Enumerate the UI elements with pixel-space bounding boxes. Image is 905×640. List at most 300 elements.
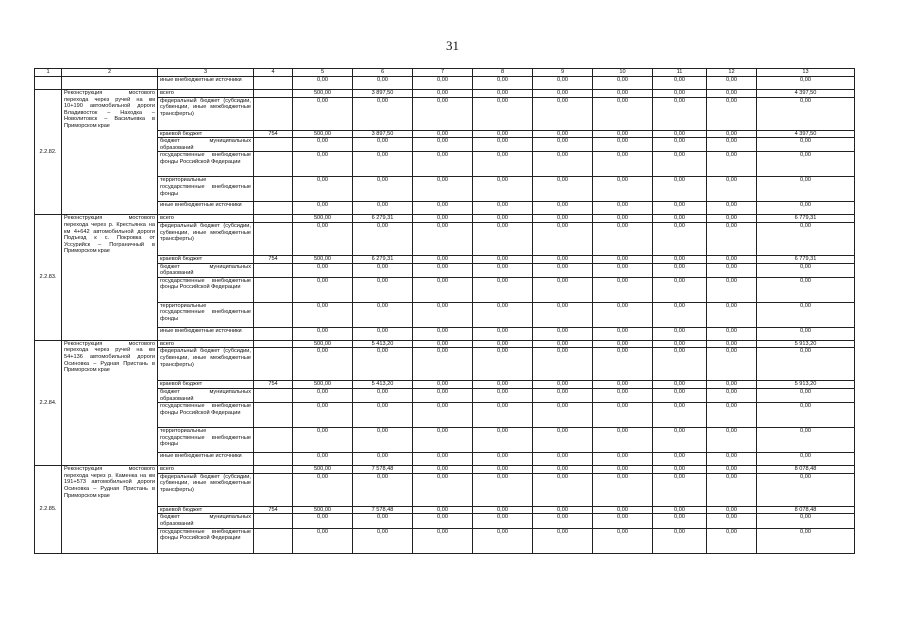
- amount-cell: 0,00: [473, 97, 533, 130]
- amount-cell: 5 913,20: [757, 340, 855, 348]
- amount-cell: 0,00: [707, 97, 757, 130]
- amount-cell: 0,00: [593, 222, 653, 255]
- amount-cell: 0,00: [707, 77, 757, 90]
- amount-cell: 0,00: [757, 453, 855, 466]
- amount-cell: 0,00: [707, 506, 757, 514]
- grs-code-cell: [254, 138, 293, 152]
- funding-source-cell: территориальные государственные внебюджетные фонды: [158, 302, 254, 327]
- table-row: [35, 388, 855, 402]
- amount-cell: 3 897,50: [353, 90, 413, 98]
- grs-code-cell: [254, 453, 293, 466]
- amount-cell: 3 897,50: [353, 130, 413, 138]
- amount-cell: 0,00: [653, 466, 707, 474]
- grs-code-cell: [254, 202, 293, 215]
- amount-cell: 0,00: [293, 348, 353, 381]
- grs-code-cell: [254, 466, 293, 474]
- header-cell-9: 9: [533, 69, 593, 77]
- grs-code-cell: [254, 90, 293, 98]
- amount-cell: 0,00: [413, 348, 473, 381]
- amount-cell: 0,00: [533, 514, 593, 528]
- amount-cell: 0,00: [653, 138, 707, 152]
- amount-cell: 0,00: [757, 528, 855, 553]
- amount-cell: 0,00: [757, 152, 855, 177]
- amount-cell: 0,00: [353, 97, 413, 130]
- amount-cell: 0,00: [593, 277, 653, 302]
- amount-cell: 0,00: [593, 453, 653, 466]
- amount-cell: 0,00: [413, 90, 473, 98]
- amount-cell: 0,00: [653, 97, 707, 130]
- funding-source-cell: всего: [158, 90, 254, 98]
- amount-cell: 0,00: [653, 222, 707, 255]
- amount-cell: 0,00: [707, 466, 757, 474]
- amount-cell: 0,00: [353, 528, 413, 553]
- amount-cell: 0,00: [533, 130, 593, 138]
- funding-source-cell: бюджет муниципальных образований: [158, 514, 254, 528]
- item-name-cell: [62, 77, 158, 90]
- amount-cell: 0,00: [533, 340, 593, 348]
- amount-cell: 0,00: [757, 263, 855, 277]
- funding-source-cell: краевой бюджет: [158, 506, 254, 514]
- header-cell-4: 4: [254, 69, 293, 77]
- table-row: [35, 202, 855, 215]
- header-cell-7: 7: [413, 69, 473, 77]
- funding-source-cell: краевой бюджет: [158, 130, 254, 138]
- table-row: [35, 177, 855, 202]
- grs-code-cell: [254, 340, 293, 348]
- amount-cell: 0,00: [293, 77, 353, 90]
- amount-cell: 0,00: [473, 327, 533, 340]
- grs-code-cell: [254, 473, 293, 506]
- amount-cell: 0,00: [653, 473, 707, 506]
- amount-cell: 0,00: [653, 263, 707, 277]
- amount-cell: 0,00: [707, 381, 757, 389]
- amount-cell: 0,00: [293, 97, 353, 130]
- amount-cell: 0,00: [533, 302, 593, 327]
- amount-cell: 0,00: [293, 138, 353, 152]
- amount-cell: 0,00: [653, 506, 707, 514]
- amount-cell: 0,00: [707, 528, 757, 553]
- grs-code-cell: [254, 428, 293, 453]
- amount-cell: 0,00: [533, 222, 593, 255]
- item-code-cell: 2.2.84.: [35, 340, 62, 465]
- amount-cell: 0,00: [413, 77, 473, 90]
- amount-cell: 8 078,48: [757, 466, 855, 474]
- amount-cell: 0,00: [653, 302, 707, 327]
- funding-source-cell: федеральный бюджет (субсидии, субвенции, иные межбюджетные трансферты): [158, 473, 254, 506]
- header-cell-3: 3: [158, 69, 254, 77]
- amount-cell: 0,00: [413, 302, 473, 327]
- table-row: [35, 428, 855, 453]
- amount-cell: 0,00: [293, 388, 353, 402]
- item-code-cell: 2.2.83.: [35, 215, 62, 340]
- table-row: [35, 152, 855, 177]
- table-row: [35, 327, 855, 340]
- amount-cell: 0,00: [293, 514, 353, 528]
- grs-code-cell: [254, 215, 293, 223]
- amount-cell: 0,00: [533, 327, 593, 340]
- amount-cell: 0,00: [707, 327, 757, 340]
- amount-cell: 0,00: [707, 130, 757, 138]
- amount-cell: 0,00: [473, 348, 533, 381]
- amount-cell: 0,00: [707, 403, 757, 428]
- amount-cell: 0,00: [653, 514, 707, 528]
- amount-cell: 0,00: [707, 152, 757, 177]
- amount-cell: 0,00: [533, 453, 593, 466]
- amount-cell: 4 397,50: [757, 130, 855, 138]
- table-row: [35, 473, 855, 506]
- funding-source-cell: краевой бюджет: [158, 381, 254, 389]
- grs-code-cell: 754: [254, 381, 293, 389]
- amount-cell: 0,00: [707, 348, 757, 381]
- grs-code-cell: [254, 263, 293, 277]
- amount-cell: 0,00: [593, 215, 653, 223]
- amount-cell: 0,00: [593, 381, 653, 389]
- amount-cell: 500,00: [293, 506, 353, 514]
- funding-source-cell: бюджет муниципальных образований: [158, 138, 254, 152]
- amount-cell: 4 397,50: [757, 90, 855, 98]
- amount-cell: 0,00: [533, 177, 593, 202]
- amount-cell: 0,00: [593, 263, 653, 277]
- amount-cell: 0,00: [707, 514, 757, 528]
- amount-cell: 0,00: [473, 453, 533, 466]
- amount-cell: 0,00: [757, 177, 855, 202]
- amount-cell: 0,00: [293, 263, 353, 277]
- amount-cell: 0,00: [353, 514, 413, 528]
- amount-cell: 0,00: [653, 340, 707, 348]
- amount-cell: 0,00: [757, 202, 855, 215]
- amount-cell: 0,00: [707, 138, 757, 152]
- table-row: [35, 466, 855, 474]
- table-row: [35, 277, 855, 302]
- funding-source-cell: федеральный бюджет (субсидии, субвенции, иные межбюджетные трансферты): [158, 97, 254, 130]
- amount-cell: 0,00: [533, 152, 593, 177]
- amount-cell: 500,00: [293, 90, 353, 98]
- amount-cell: 5 413,20: [353, 340, 413, 348]
- grs-code-cell: [254, 277, 293, 302]
- amount-cell: 0,00: [707, 277, 757, 302]
- amount-cell: 500,00: [293, 381, 353, 389]
- amount-cell: 0,00: [533, 348, 593, 381]
- amount-cell: 0,00: [353, 177, 413, 202]
- header-cell-2: 2: [62, 69, 158, 77]
- amount-cell: 0,00: [413, 277, 473, 302]
- amount-cell: 0,00: [473, 138, 533, 152]
- amount-cell: 0,00: [413, 428, 473, 453]
- header-cell-5: 5: [293, 69, 353, 77]
- funding-source-cell: всего: [158, 340, 254, 348]
- amount-cell: 0,00: [707, 177, 757, 202]
- table-row: [35, 97, 855, 130]
- amount-cell: 0,00: [707, 388, 757, 402]
- amount-cell: 0,00: [473, 215, 533, 223]
- amount-cell: 0,00: [757, 388, 855, 402]
- amount-cell: 0,00: [353, 388, 413, 402]
- amount-cell: 0,00: [533, 90, 593, 98]
- amount-cell: 0,00: [353, 403, 413, 428]
- amount-cell: 0,00: [593, 340, 653, 348]
- grs-code-cell: [254, 302, 293, 327]
- amount-cell: 0,00: [293, 403, 353, 428]
- page-number: 31: [446, 38, 459, 53]
- amount-cell: 6 279,31: [353, 255, 413, 263]
- header-cell-12: 12: [707, 69, 757, 77]
- amount-cell: 0,00: [593, 388, 653, 402]
- amount-cell: 500,00: [293, 255, 353, 263]
- amount-cell: 0,00: [473, 130, 533, 138]
- amount-cell: 0,00: [473, 506, 533, 514]
- amount-cell: 7 578,48: [353, 506, 413, 514]
- amount-cell: 0,00: [413, 327, 473, 340]
- amount-cell: 0,00: [707, 202, 757, 215]
- amount-cell: 0,00: [653, 130, 707, 138]
- header-cell-13: 13: [757, 69, 855, 77]
- amount-cell: 0,00: [293, 327, 353, 340]
- amount-cell: 0,00: [653, 327, 707, 340]
- funding-source-cell: территориальные государственные внебюджетные фонды: [158, 177, 254, 202]
- amount-cell: 0,00: [473, 381, 533, 389]
- grs-code-cell: [254, 348, 293, 381]
- table-row: [35, 130, 855, 138]
- amount-cell: 0,00: [757, 348, 855, 381]
- amount-cell: 0,00: [413, 255, 473, 263]
- grs-code-cell: [254, 152, 293, 177]
- table-row: [35, 381, 855, 389]
- amount-cell: 0,00: [293, 202, 353, 215]
- amount-cell: 0,00: [707, 255, 757, 263]
- funding-source-cell: всего: [158, 466, 254, 474]
- amount-cell: 6 279,31: [353, 215, 413, 223]
- amount-cell: 0,00: [593, 428, 653, 453]
- amount-cell: 0,00: [593, 528, 653, 553]
- table-row: [35, 528, 855, 553]
- header-cell-6: 6: [353, 69, 413, 77]
- amount-cell: 0,00: [757, 222, 855, 255]
- table-row: [35, 255, 855, 263]
- table-row: [35, 263, 855, 277]
- grs-code-cell: [254, 222, 293, 255]
- item-code-cell: 2.2.85.: [35, 466, 62, 553]
- amount-cell: 0,00: [353, 77, 413, 90]
- amount-cell: 0,00: [473, 90, 533, 98]
- amount-cell: 0,00: [353, 453, 413, 466]
- amount-cell: 0,00: [653, 215, 707, 223]
- amount-cell: 0,00: [593, 202, 653, 215]
- amount-cell: 0,00: [353, 327, 413, 340]
- amount-cell: 0,00: [413, 263, 473, 277]
- table-row: [35, 506, 855, 514]
- amount-cell: 0,00: [757, 138, 855, 152]
- amount-cell: 0,00: [757, 514, 855, 528]
- funding-source-cell: иные внебюджетные источники: [158, 77, 254, 90]
- amount-cell: 0,00: [707, 263, 757, 277]
- amount-cell: 0,00: [413, 97, 473, 130]
- amount-cell: 0,00: [533, 403, 593, 428]
- header-cell-8: 8: [473, 69, 533, 77]
- amount-cell: 0,00: [293, 428, 353, 453]
- amount-cell: 0,00: [353, 348, 413, 381]
- amount-cell: 0,00: [533, 138, 593, 152]
- amount-cell: 0,00: [353, 428, 413, 453]
- amount-cell: 7 578,48: [353, 466, 413, 474]
- amount-cell: 0,00: [353, 473, 413, 506]
- amount-cell: 0,00: [413, 340, 473, 348]
- funding-source-cell: бюджет муниципальных образований: [158, 388, 254, 402]
- funding-source-cell: всего: [158, 215, 254, 223]
- amount-cell: 0,00: [473, 466, 533, 474]
- amount-cell: 0,00: [413, 453, 473, 466]
- amount-cell: 0,00: [413, 381, 473, 389]
- budget-table: [34, 68, 855, 554]
- amount-cell: 0,00: [413, 473, 473, 506]
- table-row: [35, 514, 855, 528]
- amount-cell: 0,00: [593, 302, 653, 327]
- amount-cell: 0,00: [353, 202, 413, 215]
- item-name-cell: Реконструкция мостового перехода через р. Каменка на км 191+573 автомобильной дороги Осиновка – Рудная Пристань в Приморском крае: [62, 466, 158, 553]
- table-row: [35, 302, 855, 327]
- amount-cell: 0,00: [413, 528, 473, 553]
- table-row: [35, 77, 855, 90]
- item-name-cell: Реконструкция мостового перехода через р. Крестьянка на км 4+642 автомобильной дороги Подъезд к с. Покровка от Уссурийск – Пограничный в Приморском крае: [62, 215, 158, 340]
- amount-cell: 0,00: [593, 177, 653, 202]
- amount-cell: 0,00: [593, 255, 653, 263]
- amount-cell: 0,00: [707, 340, 757, 348]
- amount-cell: 5 413,20: [353, 381, 413, 389]
- amount-cell: 0,00: [353, 152, 413, 177]
- amount-cell: 0,00: [757, 473, 855, 506]
- amount-cell: 0,00: [533, 215, 593, 223]
- grs-code-cell: [254, 528, 293, 553]
- header-cell-11: 11: [653, 69, 707, 77]
- table-row: [35, 348, 855, 381]
- amount-cell: 0,00: [533, 97, 593, 130]
- amount-cell: 0,00: [653, 152, 707, 177]
- amount-cell: 0,00: [707, 302, 757, 327]
- funding-source-cell: территориальные государственные внебюджетные фонды: [158, 428, 254, 453]
- table-row: [35, 215, 855, 223]
- amount-cell: 0,00: [473, 277, 533, 302]
- funding-source-cell: иные внебюджетные источники: [158, 327, 254, 340]
- amount-cell: 0,00: [473, 202, 533, 215]
- amount-cell: 0,00: [533, 506, 593, 514]
- amount-cell: 0,00: [757, 97, 855, 130]
- amount-cell: 0,00: [413, 177, 473, 202]
- amount-cell: 0,00: [653, 453, 707, 466]
- grs-code-cell: [254, 97, 293, 130]
- amount-cell: 0,00: [593, 506, 653, 514]
- amount-cell: 0,00: [533, 202, 593, 215]
- grs-code-cell: 754: [254, 255, 293, 263]
- amount-cell: 0,00: [653, 348, 707, 381]
- funding-source-cell: государственные внебюджетные фонды Российской Федерации: [158, 528, 254, 553]
- amount-cell: 0,00: [473, 388, 533, 402]
- amount-cell: 0,00: [293, 152, 353, 177]
- amount-cell: 0,00: [353, 302, 413, 327]
- amount-cell: 0,00: [413, 202, 473, 215]
- amount-cell: 500,00: [293, 466, 353, 474]
- amount-cell: 500,00: [293, 215, 353, 223]
- amount-cell: 0,00: [707, 90, 757, 98]
- grs-code-cell: 754: [254, 130, 293, 138]
- amount-cell: 0,00: [593, 77, 653, 90]
- grs-code-cell: [254, 388, 293, 402]
- amount-cell: 0,00: [473, 428, 533, 453]
- amount-cell: 0,00: [593, 348, 653, 381]
- header-cell-10: 10: [593, 69, 653, 77]
- amount-cell: 0,00: [533, 381, 593, 389]
- amount-cell: 0,00: [473, 255, 533, 263]
- amount-cell: 0,00: [293, 177, 353, 202]
- amount-cell: 0,00: [413, 506, 473, 514]
- amount-cell: 0,00: [757, 428, 855, 453]
- amount-cell: 0,00: [593, 90, 653, 98]
- amount-cell: 0,00: [653, 428, 707, 453]
- funding-source-cell: федеральный бюджет (субсидии, субвенции, иные межбюджетные трансферты): [158, 348, 254, 381]
- amount-cell: 0,00: [413, 514, 473, 528]
- amount-cell: 5 913,20: [757, 381, 855, 389]
- amount-cell: 0,00: [293, 302, 353, 327]
- amount-cell: 0,00: [653, 255, 707, 263]
- amount-cell: 0,00: [353, 277, 413, 302]
- amount-cell: 0,00: [593, 466, 653, 474]
- amount-cell: 0,00: [473, 403, 533, 428]
- amount-cell: 6 779,31: [757, 255, 855, 263]
- funding-source-cell: федеральный бюджет (субсидии, субвенции, иные межбюджетные трансферты): [158, 222, 254, 255]
- amount-cell: 0,00: [413, 138, 473, 152]
- amount-cell: 0,00: [757, 403, 855, 428]
- amount-cell: 0,00: [707, 215, 757, 223]
- amount-cell: 0,00: [533, 473, 593, 506]
- table-row: [35, 403, 855, 428]
- amount-cell: 0,00: [653, 77, 707, 90]
- amount-cell: 0,00: [533, 263, 593, 277]
- amount-cell: 8 078,48: [757, 506, 855, 514]
- amount-cell: 0,00: [413, 152, 473, 177]
- amount-cell: 0,00: [473, 340, 533, 348]
- amount-cell: 0,00: [653, 403, 707, 428]
- amount-cell: 0,00: [653, 528, 707, 553]
- grs-code-cell: [254, 177, 293, 202]
- amount-cell: 0,00: [757, 77, 855, 90]
- amount-cell: 0,00: [593, 152, 653, 177]
- amount-cell: 6 779,31: [757, 215, 855, 223]
- funding-source-cell: иные внебюджетные источники: [158, 453, 254, 466]
- amount-cell: 0,00: [473, 302, 533, 327]
- amount-cell: 0,00: [593, 473, 653, 506]
- amount-cell: 0,00: [533, 388, 593, 402]
- amount-cell: 0,00: [533, 277, 593, 302]
- amount-cell: 0,00: [413, 222, 473, 255]
- amount-cell: 0,00: [293, 453, 353, 466]
- amount-cell: 0,00: [593, 403, 653, 428]
- amount-cell: 0,00: [353, 222, 413, 255]
- amount-cell: 0,00: [533, 255, 593, 263]
- amount-cell: 0,00: [413, 130, 473, 138]
- amount-cell: 0,00: [707, 428, 757, 453]
- amount-cell: 0,00: [413, 388, 473, 402]
- funding-source-cell: иные внебюджетные источники: [158, 202, 254, 215]
- amount-cell: 0,00: [593, 130, 653, 138]
- amount-cell: 0,00: [653, 177, 707, 202]
- amount-cell: 0,00: [707, 453, 757, 466]
- item-code-cell: [35, 77, 62, 90]
- funding-source-cell: государственные внебюджетные фонды Российской Федерации: [158, 403, 254, 428]
- amount-cell: 0,00: [653, 388, 707, 402]
- amount-cell: 0,00: [293, 222, 353, 255]
- amount-cell: 0,00: [293, 277, 353, 302]
- table-row: [35, 340, 855, 348]
- amount-cell: 0,00: [593, 97, 653, 130]
- table-row: [35, 453, 855, 466]
